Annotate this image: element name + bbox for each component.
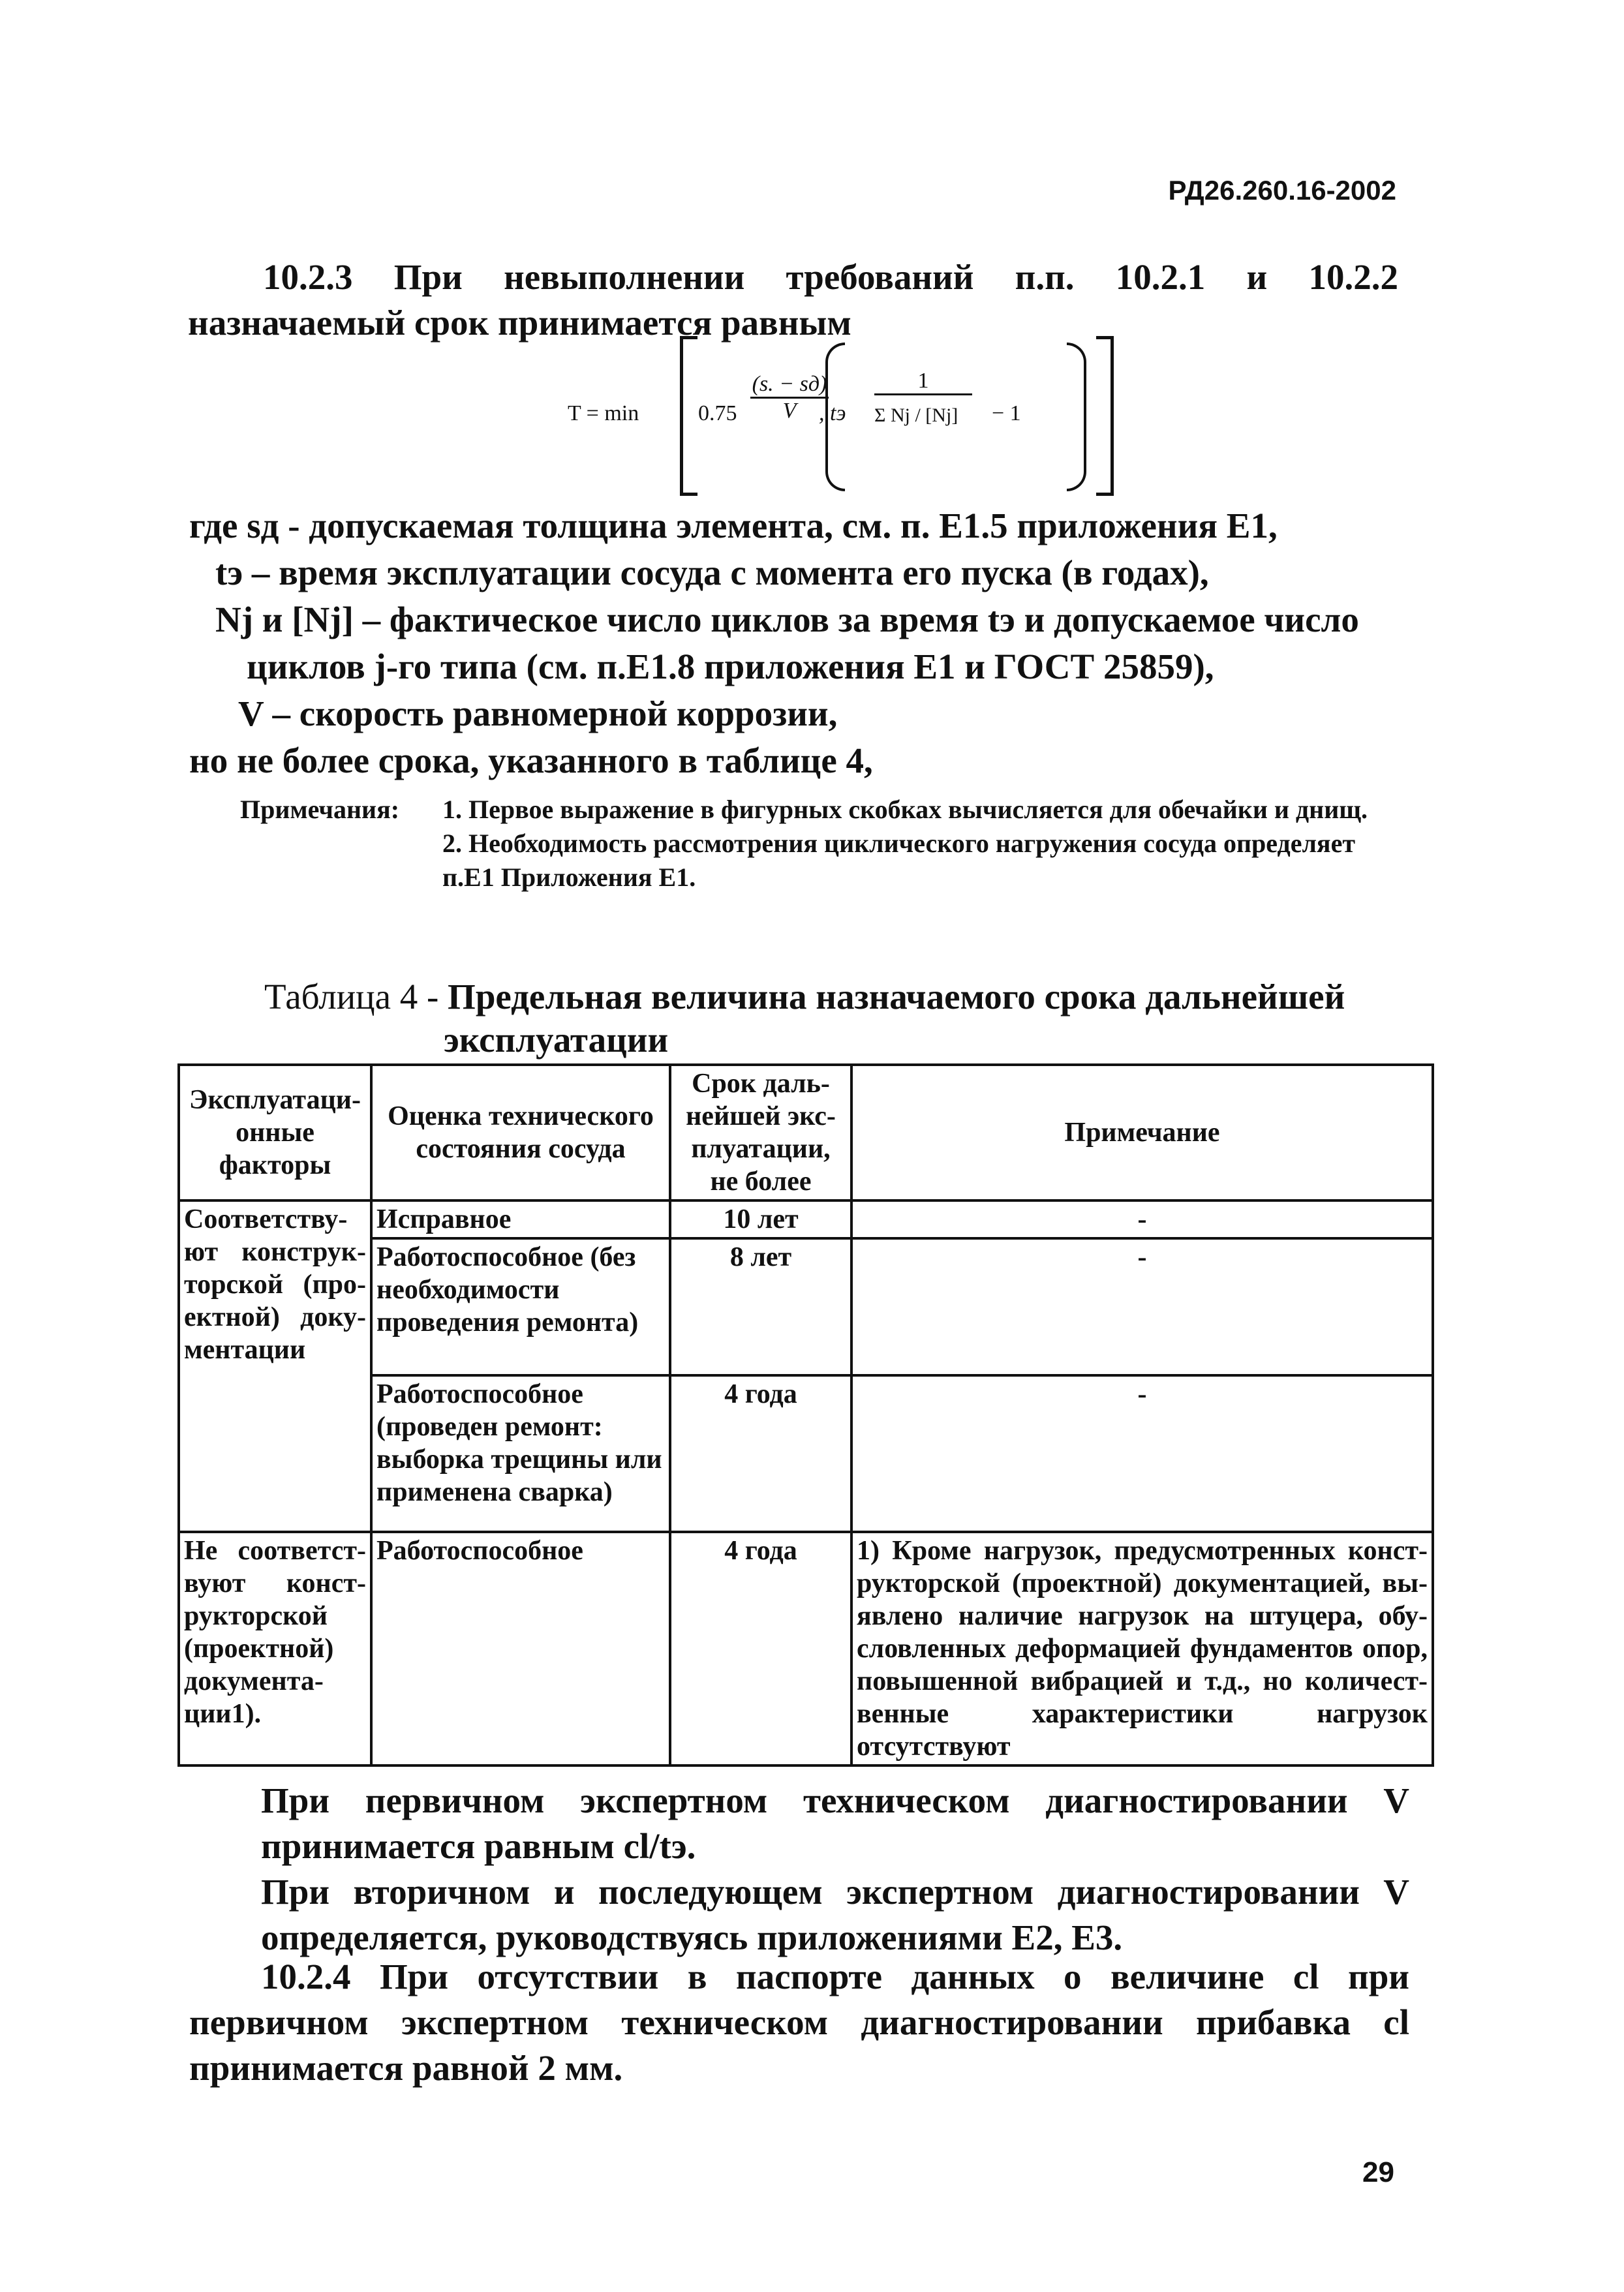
cell-term: 4 года xyxy=(670,1375,851,1532)
cell-note: - xyxy=(851,1200,1433,1238)
notes-label: Примечания: xyxy=(240,795,400,824)
formula-minus-one: − 1 xyxy=(992,401,1021,425)
formula-numerator: (s. − sд) xyxy=(750,372,829,399)
header-state: Оценка технического состояния сосуда xyxy=(371,1065,670,1200)
table-row xyxy=(179,1532,1433,1765)
paren-right xyxy=(1067,343,1086,491)
notes-body xyxy=(442,793,1402,894)
page-number: 29 xyxy=(1362,2156,1394,2188)
cell-state: Работоспособное (без необходимости проведения ремонта) xyxy=(371,1238,670,1375)
curly-brace-left xyxy=(680,336,697,496)
document-code: РД26.260.16-2002 xyxy=(1168,175,1396,206)
table-title-lead: Таблица 4 - xyxy=(264,977,448,1016)
note-1: 1. Первое выражение в фигурных скобках вычисляется для обечайки и днищ. xyxy=(442,795,1368,824)
cell-note: 1) Кроме нагрузок, предусмотренных конст-рукторской (проектной) документацией, вы-явлено наличие нагрузок на штуцера, обу-словленных деформацией фундаментов опор, повышенной вибрацией и т.д., но количест-венные характеристики нагрузок отсутствуют xyxy=(851,1532,1433,1765)
formula-fraction xyxy=(750,372,829,423)
cell-term: 10 лет xyxy=(670,1200,851,1238)
table-header-row xyxy=(179,1065,1433,1200)
table-title-text: Предельная величина назначаемого срока дальнейшей xyxy=(448,977,1345,1016)
cell-state: Исправное xyxy=(371,1200,670,1238)
header-term: Срок даль-нейшей экс-плуатации, не более xyxy=(670,1065,851,1200)
header-note: Примечание xyxy=(851,1065,1433,1200)
table-4 xyxy=(177,1063,1434,1767)
definition-sd: где sд - допускаемая толщина элемента, см. п. Е1.5 приложения Е1, xyxy=(189,506,1278,545)
header-factors: Эксплуатаци-онные факторы xyxy=(179,1065,371,1200)
note-2: 2. Необходимость рассмотрения циклического нагружения сосуда определяет п.Е1 Приложения Е1. xyxy=(442,829,1355,892)
curly-brace-right xyxy=(1096,336,1114,496)
paragraph-10-2-3: 10.2.3 При невыполнении требований п.п. 10.2.1 и 10.2.2 назначаемый срок принимается равным xyxy=(188,257,1398,343)
cell-term: 4 года xyxy=(670,1532,851,1765)
formula-denominator: V xyxy=(782,399,797,423)
formula-term xyxy=(568,336,1129,496)
cell-factor: Не соответст-вуют конст-рукторской (проектной) документа-ции1). xyxy=(179,1532,371,1765)
paragraph-secondary-diag: При вторичном и последующем экспертном диагностировании V определяется, руководствуясь приложениями Е2, Е3. xyxy=(261,1872,1409,1957)
cell-state: Работоспособное (проведен ремонт: выборка трещины или применена сварка) xyxy=(371,1375,670,1532)
formula-coef: 0.75 xyxy=(698,401,737,425)
formula-lhs: T = min xyxy=(568,401,639,425)
formula-t-symbol: , tэ xyxy=(819,401,846,425)
formula-sum: Σ Nj / [Nj] xyxy=(874,405,958,426)
formula-one: 1 xyxy=(874,369,972,395)
cell-note: - xyxy=(851,1375,1433,1532)
cell-note: - xyxy=(851,1238,1433,1375)
definition-nj-cont: циклов j-го типа (см. п.Е1.8 приложения Е1 и ГОСТ 25859), xyxy=(247,647,1214,686)
definition-v: V – скорость равномерной коррозии, xyxy=(238,694,838,733)
cell-state: Работоспособное xyxy=(371,1532,670,1765)
table-row xyxy=(179,1200,1433,1238)
paragraph-10-2-4: 10.2.4 При отсутствии в паспорте данных о величине cl при первичном экспертном техническом диагностировании прибавка cl принимается равной 2 мм. xyxy=(189,1957,1409,2088)
table-title xyxy=(264,975,1373,1062)
paren-left xyxy=(825,343,845,491)
cell-factor: Соответству-ют конструк-торской (про-ектной) доку-ментации xyxy=(179,1200,371,1532)
table-title-text-2: эксплуатации xyxy=(444,1020,669,1060)
definition-nj: Nj и [Nj] – фактическое число циклов за время tэ и допускаемое число xyxy=(215,600,1359,639)
cell-term: 8 лет xyxy=(670,1238,851,1375)
definition-limit: но не более срока, указанного в таблице 4, xyxy=(189,741,873,780)
paragraph-primary-diag: При первичном экспертном техническом диагностировании V принимается равным cl/tэ. xyxy=(261,1780,1409,1866)
definition-te: tэ – время эксплуатации сосуда с момента его пуска (в годах), xyxy=(215,553,1209,592)
